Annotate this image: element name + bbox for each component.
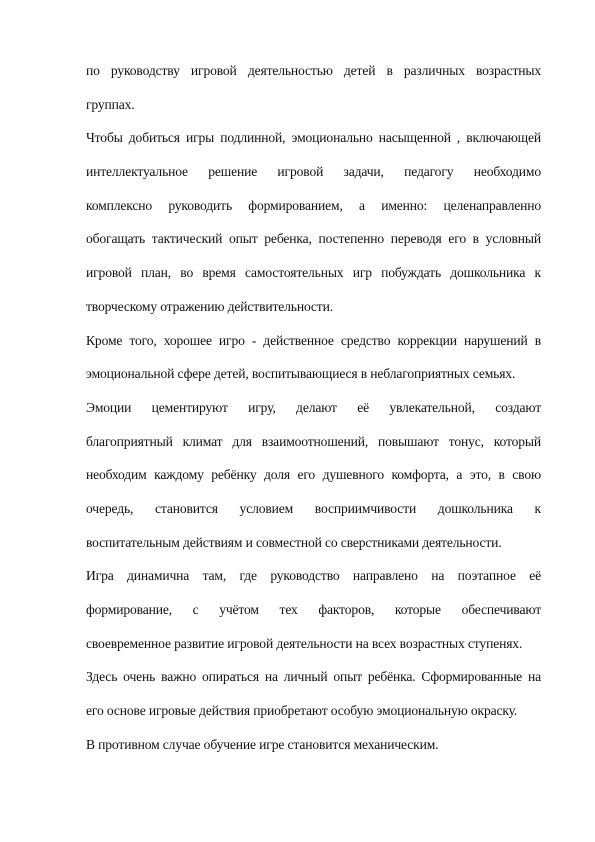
text-line: эмоциональной сфере детей, воспитывающиеся в неблагоприятных семьях.: [86, 366, 516, 382]
text-line: Эмоции цементируют игру, делают её увлекательной, создают: [86, 399, 541, 415]
text-line: обогащать тактический опыт ребенка, постепенно переводя его в условный: [86, 231, 541, 247]
text-line: творческому отражению действительности.: [86, 298, 333, 314]
text-line: благоприятный климат для взаимоотношений, повышают тонус, который: [86, 433, 541, 449]
text-line: группах.: [86, 96, 135, 112]
text-line: формирование, с учётом тех факторов, которые обеспечивают: [86, 602, 541, 617]
text-line: В противном случае обучение игре становится механическим.: [86, 736, 439, 752]
text-line: интеллектуальное решение игровой задачи, педагогу необходимо: [86, 164, 541, 180]
text-line: комплексно руководить формированием, а именно: целенаправленно: [86, 197, 541, 213]
text-line: Игра динамична там, где руководство направлено на поэтапное её: [86, 568, 541, 584]
text-line: необходим каждому ребёнку доля его душевного комфорта, а это, в свою: [86, 467, 541, 483]
text-line: игровой план, во время самостоятельных игр побуждать дошкольника к: [86, 265, 541, 281]
text-line: по руководству игровой деятельностью детей в различных возрастных: [86, 63, 541, 78]
text-line: своевременное развитие игровой деятельности на всех возрастных ступенях.: [86, 635, 523, 651]
text-line: воспитательным действиям и совместной со сверстниками деятельности.: [86, 534, 502, 550]
body-text: [86, 54, 541, 761]
text-line: его основе игровые действия приобретают особую эмоциональную окраску.: [86, 703, 518, 719]
text-line: Кроме того, хорошее игро - действенное средство коррекции нарушений в: [86, 332, 541, 348]
text-line: Здесь очень важно опираться на личный опыт ребёнка. Сформированные на: [86, 669, 541, 685]
text-line: очередь, становится условием восприимчивости дошкольника к: [86, 500, 541, 516]
text-line: Чтобы добиться игры подлинной, эмоционально насыщенной , включающей: [86, 130, 541, 146]
